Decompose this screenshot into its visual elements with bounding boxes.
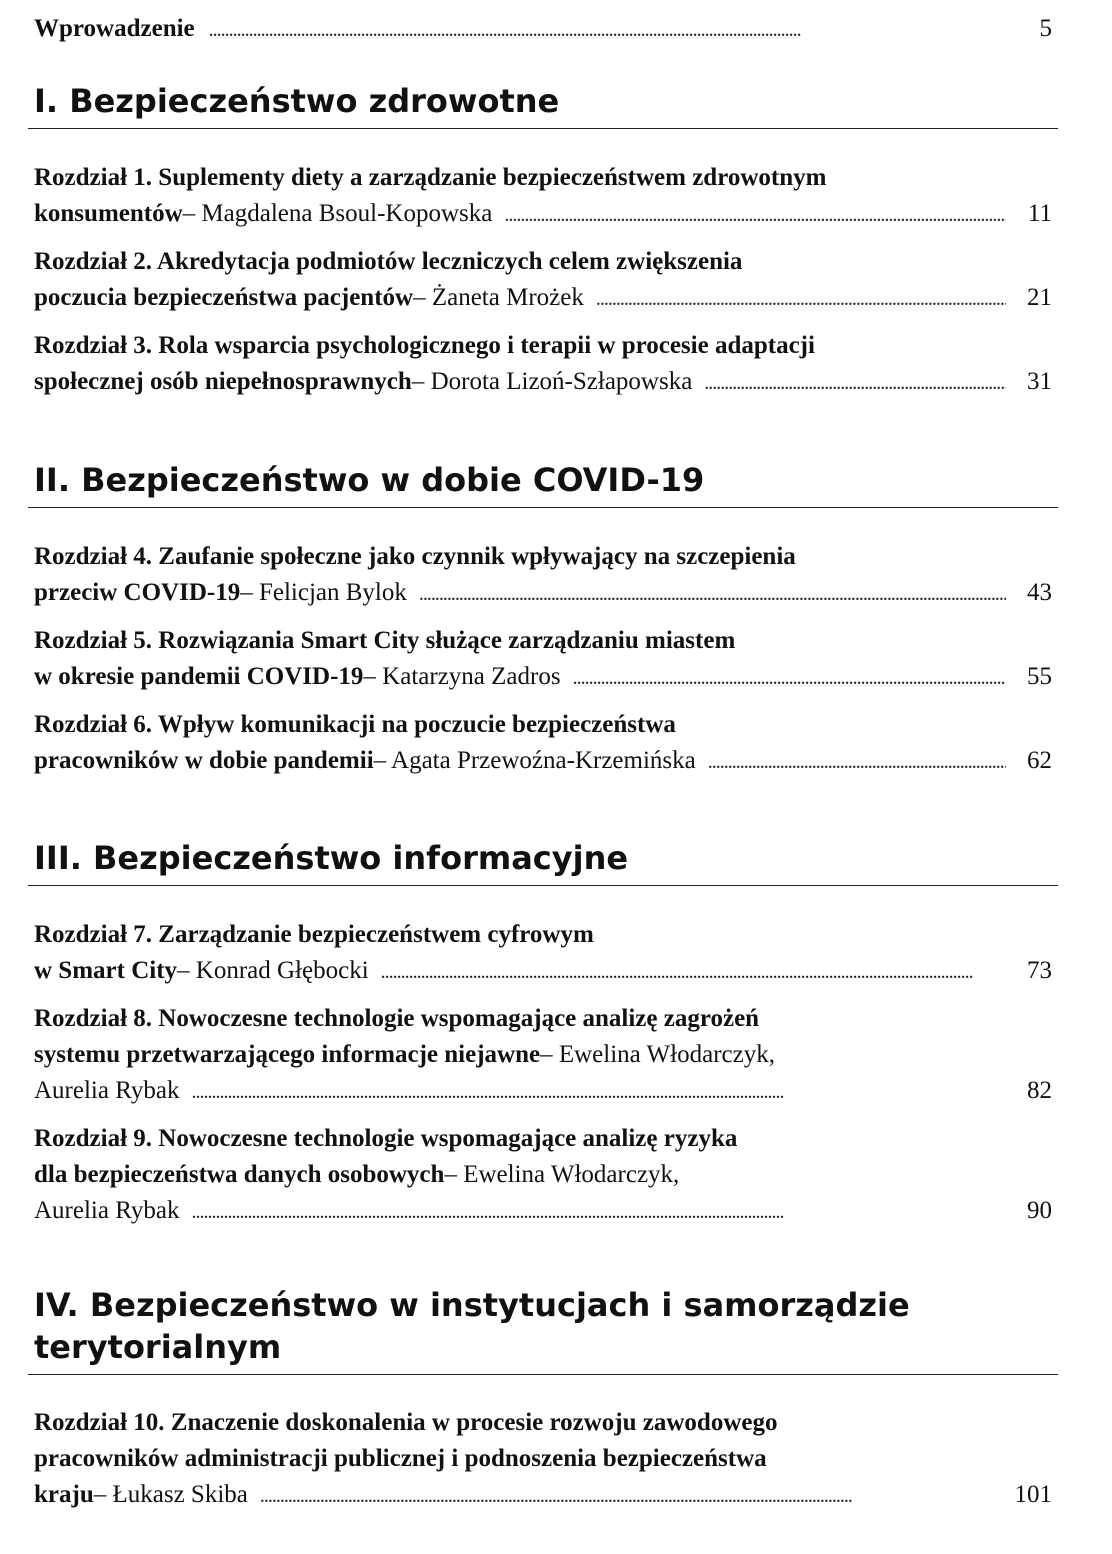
- chapter-last-line: [34, 1477, 1052, 1514]
- toc-entry-chapter-10[interactable]: [34, 1405, 1052, 1514]
- chapter-author: – Dorota Lizoń-Szłapowska: [411, 368, 693, 395]
- chapter-last-line: [34, 1073, 1052, 1110]
- dot-leader: [209, 13, 1006, 47]
- chapter-title-cont: systemu przetwarzającego informacje niejawne: [34, 1041, 541, 1068]
- toc-entry-intro[interactable]: [34, 12, 1052, 47]
- section-heading-1: [28, 80, 1058, 129]
- dot-leader: [260, 1478, 1003, 1514]
- chapter-author: – Katarzyna Zadros: [363, 663, 561, 690]
- dot-leader: [419, 576, 1006, 612]
- intro-page-number: 5: [1039, 15, 1052, 42]
- chapter-title-line: Rozdział 8. Nowoczesne technologie wspomagające analizę zagrożeń: [34, 1005, 760, 1032]
- chapter-last-line: [34, 953, 1052, 990]
- chapter-author: – Konrad Głębocki: [177, 957, 369, 984]
- chapter-page-number: 73: [1027, 957, 1052, 984]
- section-title-line-1: IV. Bezpieczeństwo w instytucjach i samorządzie: [34, 1286, 910, 1324]
- section-title: III. Bezpieczeństwo informacyjne: [28, 837, 1058, 886]
- chapter-title-line: Rozdział 9. Nowoczesne technologie wspomagające analizę ryzyka: [34, 1125, 738, 1152]
- dot-leader: [596, 281, 1006, 317]
- chapter-title-line: Rozdział 10. Znaczenie doskonalenia w procesie rozwoju zawodowego: [34, 1409, 778, 1436]
- chapter-title-cont: poczucia bezpieczeństwa pacjentów: [34, 284, 414, 311]
- toc-entry-chapter-4[interactable]: [34, 539, 1052, 612]
- chapter-mid-line: [34, 1157, 1052, 1193]
- chapter-title-line: Rozdział 7. Zarządzanie bezpieczeństwem cyfrowym: [34, 921, 594, 948]
- chapter-title-cont: przeciw COVID-19: [34, 579, 241, 606]
- chapter-title-line: Rozdział 1. Suplementy diety a zarządzanie bezpieczeństwem zdrowotnym: [34, 164, 827, 191]
- chapter-last-line: [34, 575, 1052, 612]
- chapter-author: – Felicjan Bylok: [240, 579, 407, 606]
- toc-entry-chapter-5[interactable]: [34, 623, 1052, 696]
- chapter-last-line: [34, 196, 1052, 233]
- chapter-author-cont: Aurelia Rybak: [34, 1077, 180, 1104]
- chapter-last-line: [34, 1193, 1052, 1230]
- dot-leader: [191, 1074, 1006, 1110]
- chapter-title-cont: konsumentów: [34, 200, 183, 227]
- chapter-author: – Żaneta Mrożek: [413, 284, 584, 311]
- chapter-mid-line: [34, 1037, 1052, 1073]
- chapter-title-cont: w Smart City: [34, 957, 178, 984]
- chapter-title-line-2: pracowników administracji publicznej i podnoszenia bezpieczeństwa: [34, 1445, 767, 1472]
- dot-leader: [704, 365, 1006, 401]
- chapter-title-cont: w okresie pandemii COVID-19: [34, 663, 364, 690]
- toc-entry-chapter-1[interactable]: [34, 160, 1052, 233]
- toc-entry-chapter-2[interactable]: [34, 244, 1052, 317]
- chapter-last-line: [34, 743, 1052, 780]
- chapter-title-line: Rozdział 2. Akredytacja podmiotów leczniczych celem zwiększenia: [34, 248, 743, 275]
- chapter-page-number: 21: [1027, 284, 1052, 311]
- chapter-title-cont: społecznej osób niepełnosprawnych: [34, 368, 412, 395]
- dot-leader: [504, 197, 1006, 233]
- chapter-page-number: 11: [1027, 200, 1052, 227]
- dot-leader: [381, 954, 1006, 990]
- chapter-author: – Magdalena Bsoul-Kopowska: [182, 200, 493, 227]
- dot-leader: [191, 1194, 1006, 1230]
- chapter-author-cont: Aurelia Rybak: [34, 1197, 180, 1224]
- chapter-title-cont: kraju: [34, 1481, 94, 1508]
- chapter-last-line: [34, 364, 1052, 401]
- section-heading-2: [28, 459, 1058, 508]
- chapter-page-number: 55: [1027, 663, 1052, 690]
- chapter-page-number: 43: [1027, 579, 1052, 606]
- section-title: [28, 1284, 1058, 1375]
- chapter-title-line: Rozdział 5. Rozwiązania Smart City służące zarządzaniu miastem: [34, 627, 736, 654]
- section-title: I. Bezpieczeństwo zdrowotne: [28, 80, 1058, 129]
- chapter-author: – Łukasz Skiba: [93, 1481, 248, 1508]
- toc-entry-chapter-3[interactable]: [34, 328, 1052, 401]
- chapter-author: – Ewelina Włodarczyk,: [540, 1041, 775, 1068]
- chapter-author: – Ewelina Włodarczyk,: [444, 1161, 680, 1188]
- chapter-page-number: 62: [1027, 747, 1052, 774]
- chapter-page-number: 82: [1027, 1077, 1052, 1104]
- chapter-page-number: 31: [1027, 368, 1052, 395]
- section-title: II. Bezpieczeństwo w dobie COVID-19: [28, 459, 1058, 508]
- dot-leader: [708, 744, 1006, 780]
- chapter-title-line: Rozdział 6. Wpływ komunikacji na poczucie bezpieczeństwa: [34, 711, 676, 738]
- chapter-title-line: Rozdział 4. Zaufanie społeczne jako czynnik wpływający na szczepienia: [34, 543, 796, 570]
- toc-entry-chapter-7[interactable]: [34, 917, 1052, 990]
- toc-entry-chapter-8[interactable]: [34, 1001, 1052, 1110]
- toc-entry-chapter-6[interactable]: [34, 707, 1052, 780]
- toc-entry-chapter-9[interactable]: [34, 1121, 1052, 1230]
- section-heading-3: [28, 837, 1058, 886]
- chapter-title-line: Rozdział 3. Rola wsparcia psychologicznego i terapii w procesie adaptacji: [34, 332, 815, 359]
- chapter-title-cont: pracowników w dobie pandemii: [34, 747, 374, 774]
- chapter-last-line: [34, 659, 1052, 696]
- dot-leader: [573, 660, 1006, 696]
- chapter-page-number: 90: [1027, 1197, 1052, 1224]
- chapter-title-cont: dla bezpieczeństwa danych osobowych: [34, 1161, 445, 1188]
- chapter-page-number: 101: [1014, 1481, 1052, 1508]
- section-title-line-2: terytorialnym: [34, 1328, 282, 1366]
- chapter-author: – Agata Przewoźna-Krzemińska: [373, 747, 696, 774]
- intro-title: Wprowadzenie: [34, 15, 195, 42]
- chapter-last-line: [34, 280, 1052, 317]
- section-heading-4: [28, 1284, 1058, 1375]
